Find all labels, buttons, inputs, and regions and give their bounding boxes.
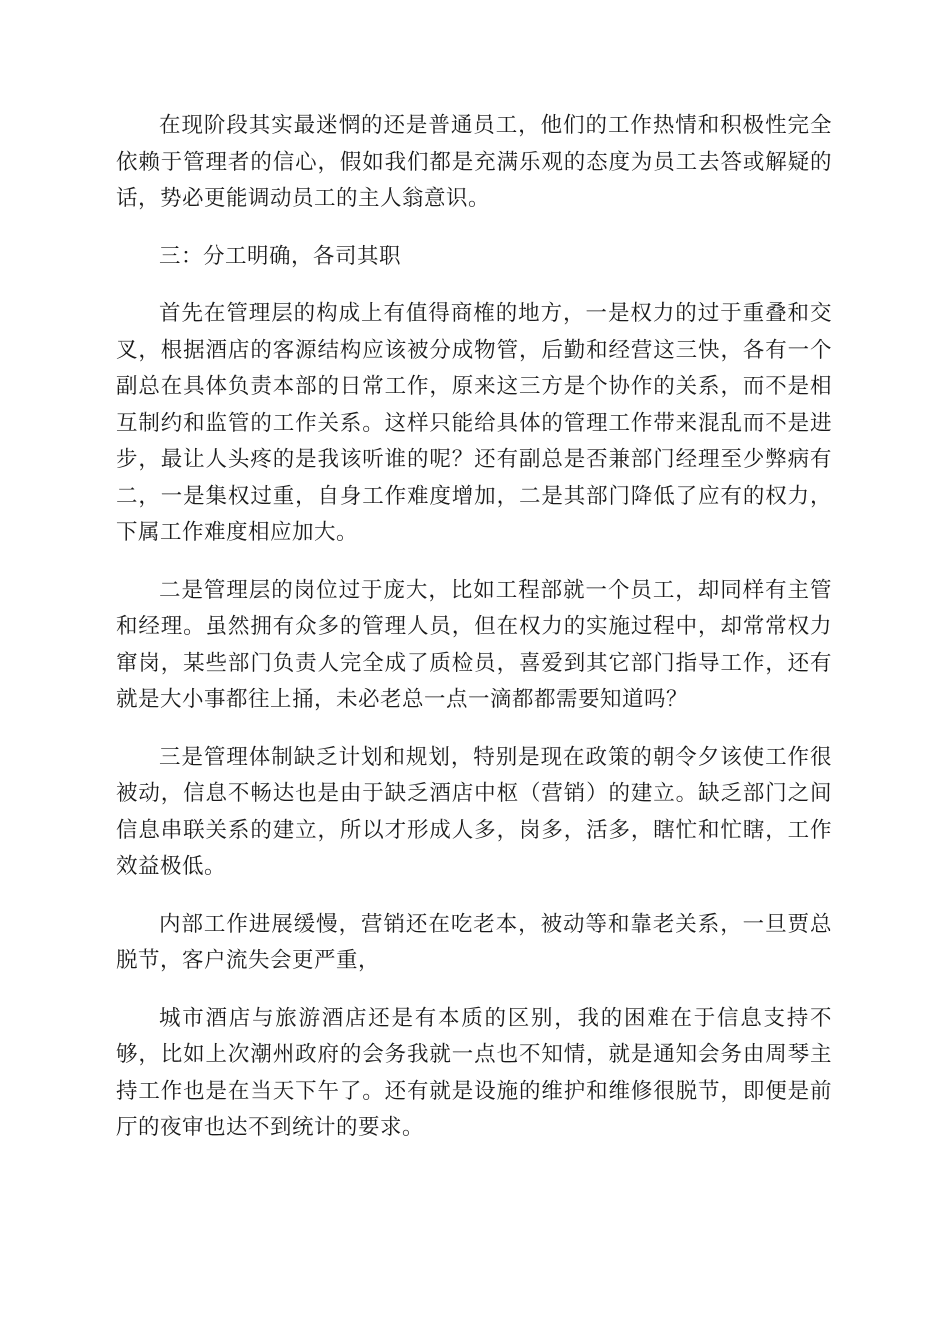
- paragraph-lack-of-planning: 三是管理体制缺乏计划和规划，特别是现在政策的朝令夕该使工作很被动，信息不畅达也是由于缺乏酒店中枢（营销）的建立。缺乏部门之间信息串联关系的建立，所以才形成人多，岗多，活多，瞎忙和忙瞎，工作效益极低。: [116, 744, 832, 879]
- paragraph-management-structure: 首先在管理层的构成上有值得商榷的地方，一是权力的过于重叠和交叉，根据酒店的客源结构应该被分成物管，后勤和经营这三快，各有一个副总在具体负责本部的日常工作，原来这三方是个协作的关系，而不是相互制约和监管的工作关系。这样只能给具体的管理工作带来混乱而不是进步，最让人头疼的是我该听谁的呢？还有副总是否兼部门经理至少弊病有二，一是集权过重，自身工作难度增加，二是其部门降低了应有的权力，下属工作难度相应加大。: [116, 301, 832, 545]
- paragraph-staff-confidence: 在现阶段其实最迷惘的还是普通员工，他们的工作热情和积极性完全依赖于管理者的信心，假如我们都是充满乐观的态度为员工去答或解疑的话，势必更能调动员工的主人翁意识。: [116, 113, 832, 211]
- paragraph-city-vs-tourist-hotel: 城市酒店与旅游酒店还是有本质的区别，我的困难在于信息支持不够，比如上次潮州政府的会务我就一点也不知情，就是通知会务由周琴主持工作也是在当天下午了。还有就是设施的维护和维修很脱节，即便是前厅的夜审也达不到统计的要求。: [116, 1005, 832, 1140]
- document-page: [116, 108, 832, 1168]
- paragraph-slow-progress: 内部工作进展缓慢，营销还在吃老本，被动等和靠老关系，一旦贾总脱节，客户流失会更严重，: [116, 911, 832, 973]
- section-heading-division-of-labor: 三：分工明确，各司其职: [159, 243, 402, 269]
- paragraph-oversized-management: 二是管理层的岗位过于庞大，比如工程部就一个员工，却同样有主管和经理。虽然拥有众多的管理人员，但在权力的实施过程中，却常常权力窜岗，某些部门负责人完全成了质检员，喜爱到其它部门指导工作，还有就是大小事都往上捅，未必老总一点一滴都都需要知道吗？: [116, 577, 832, 712]
